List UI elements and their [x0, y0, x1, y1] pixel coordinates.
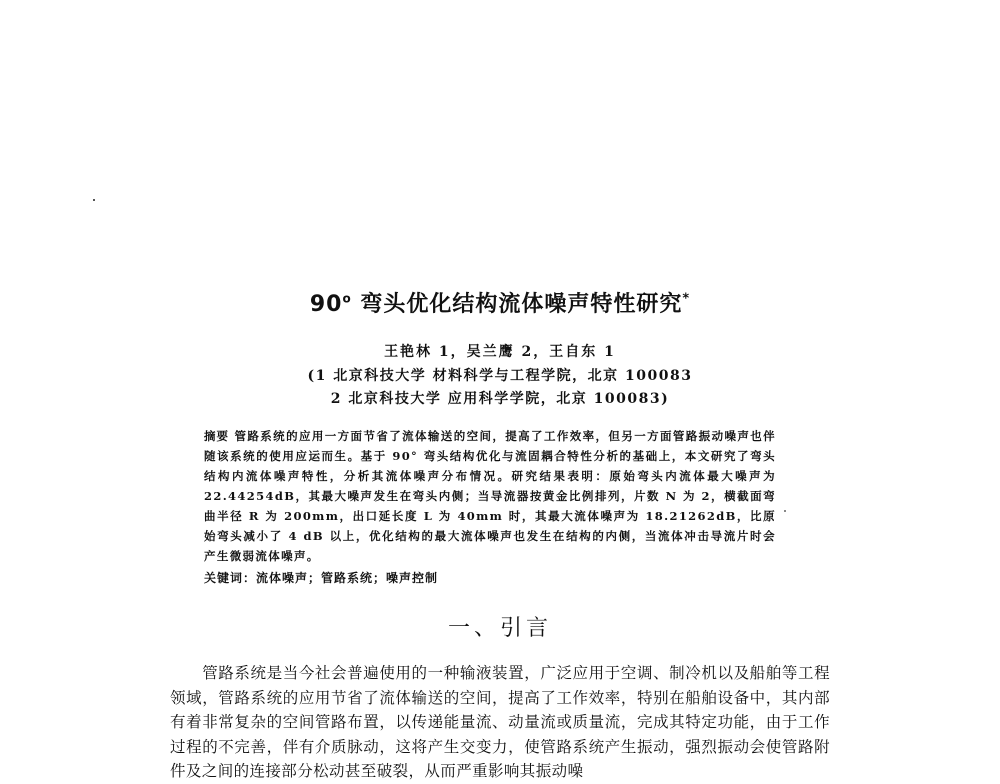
keywords-sep: ：: [243, 571, 257, 585]
scan-speck: [784, 510, 786, 512]
affiliation-1: (1 北京科技大学 材料科学与工程学院，北京 100083: [307, 368, 693, 384]
title-text: 弯头优化结构流体噪声特性研究: [351, 292, 683, 317]
keywords: [204, 569, 438, 586]
affiliation-2: 2 北京科技大学 应用科学学院，北京 100083): [330, 391, 670, 407]
title-number: 90: [309, 292, 343, 317]
title-footnote-mark: *: [682, 291, 691, 307]
abstract-text: 管路系统的应用一方面节省了流体输送的空间，提高了工作效率，但另一方面管路振动噪声也伴随该系统的使用应运而生。基于 90° 弯头结构优化与流固耦合特性分析的基础上，本文研究了弯头结构内流体噪声特性，分析其流体噪声分布情况。研究结果表明：原始弯头内流体最大噪声为 22.44254dB，其最大噪声发生在弯头内侧；当导流器按黄金比例排列，片数 N 为 2，横截面弯曲半径 R 为 200mm，出口延长度 L 为 40mm 时，其最大流体噪声为 18.21262dB，比原始弯头减小了 4 dB 以上，优化结构的最大流体噪声也发生在结构的内侧，当流体冲击导流片时会产生微弱流体噪声。: [204, 429, 776, 563]
title-degree: o: [342, 291, 352, 306]
body-paragraph-text: 管路系统是当今社会普遍使用的一种输液装置，广泛应用于空调、制冷机以及船舶等工程领域，管路系统的应用节省了流体输送的空间，提高了工作效率，特别在船舶设备中，其内部有着非常复杂的空间管路布置，以传递能量流、动量流或质量流，完成其特定功能，由于工作过程的不完善，伴有介质脉动，这将产生交变力，使管路系统产生振动，强烈振动会使管路附件及之间的连接部分松动甚至破裂，从而严重影响其振动噪: [170, 664, 830, 780]
abstract: [204, 426, 776, 566]
paper-title: [0, 287, 1000, 318]
keywords-label: 关键词: [204, 571, 244, 585]
keywords-text: 流体噪声；管路系统；噪声控制: [256, 571, 439, 585]
section-heading: 一、引言: [447, 616, 552, 641]
body-paragraph: [170, 661, 830, 784]
scan-speck: [93, 199, 95, 201]
abstract-label: 摘要: [204, 429, 230, 443]
author-list: 王艳林 1，吴兰鹰 2，王自东 1: [384, 344, 616, 360]
